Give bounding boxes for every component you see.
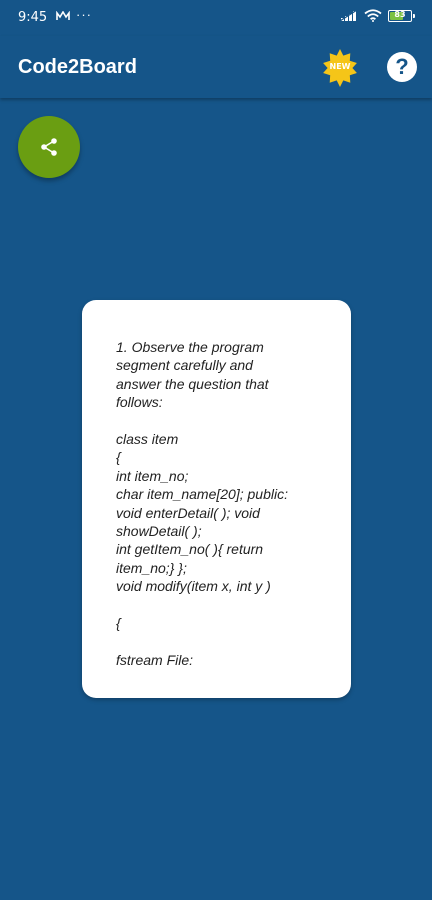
help-icon[interactable]: ? [387,52,417,82]
notification-icon [56,11,70,21]
share-button[interactable] [18,116,80,178]
app-title: Code2Board [18,56,137,78]
question-card[interactable] [82,300,351,698]
status-icons [340,9,412,22]
share-icon [38,136,60,158]
new-badge-button[interactable] [320,48,360,88]
new-badge-label: NEW [329,62,351,71]
signal-icon [340,10,358,22]
app-bar [0,36,432,98]
question-text: 1. Observe the program segment carefully and answer the question that follows: class item { int item_no; char item_name[20]; public: void enterDetail( ); void showDetail( ); int getItem_no( ){ return item_no;} }; void modify(item x, int y ) { fstream File: [116,339,288,668]
status-overflow-dots: ··· [76,7,92,22]
status-bar [0,0,432,36]
battery-icon [388,10,412,22]
battery-percent: 83 [394,9,406,19]
status-time: 9:45 [18,10,48,25]
wifi-icon [364,9,382,22]
